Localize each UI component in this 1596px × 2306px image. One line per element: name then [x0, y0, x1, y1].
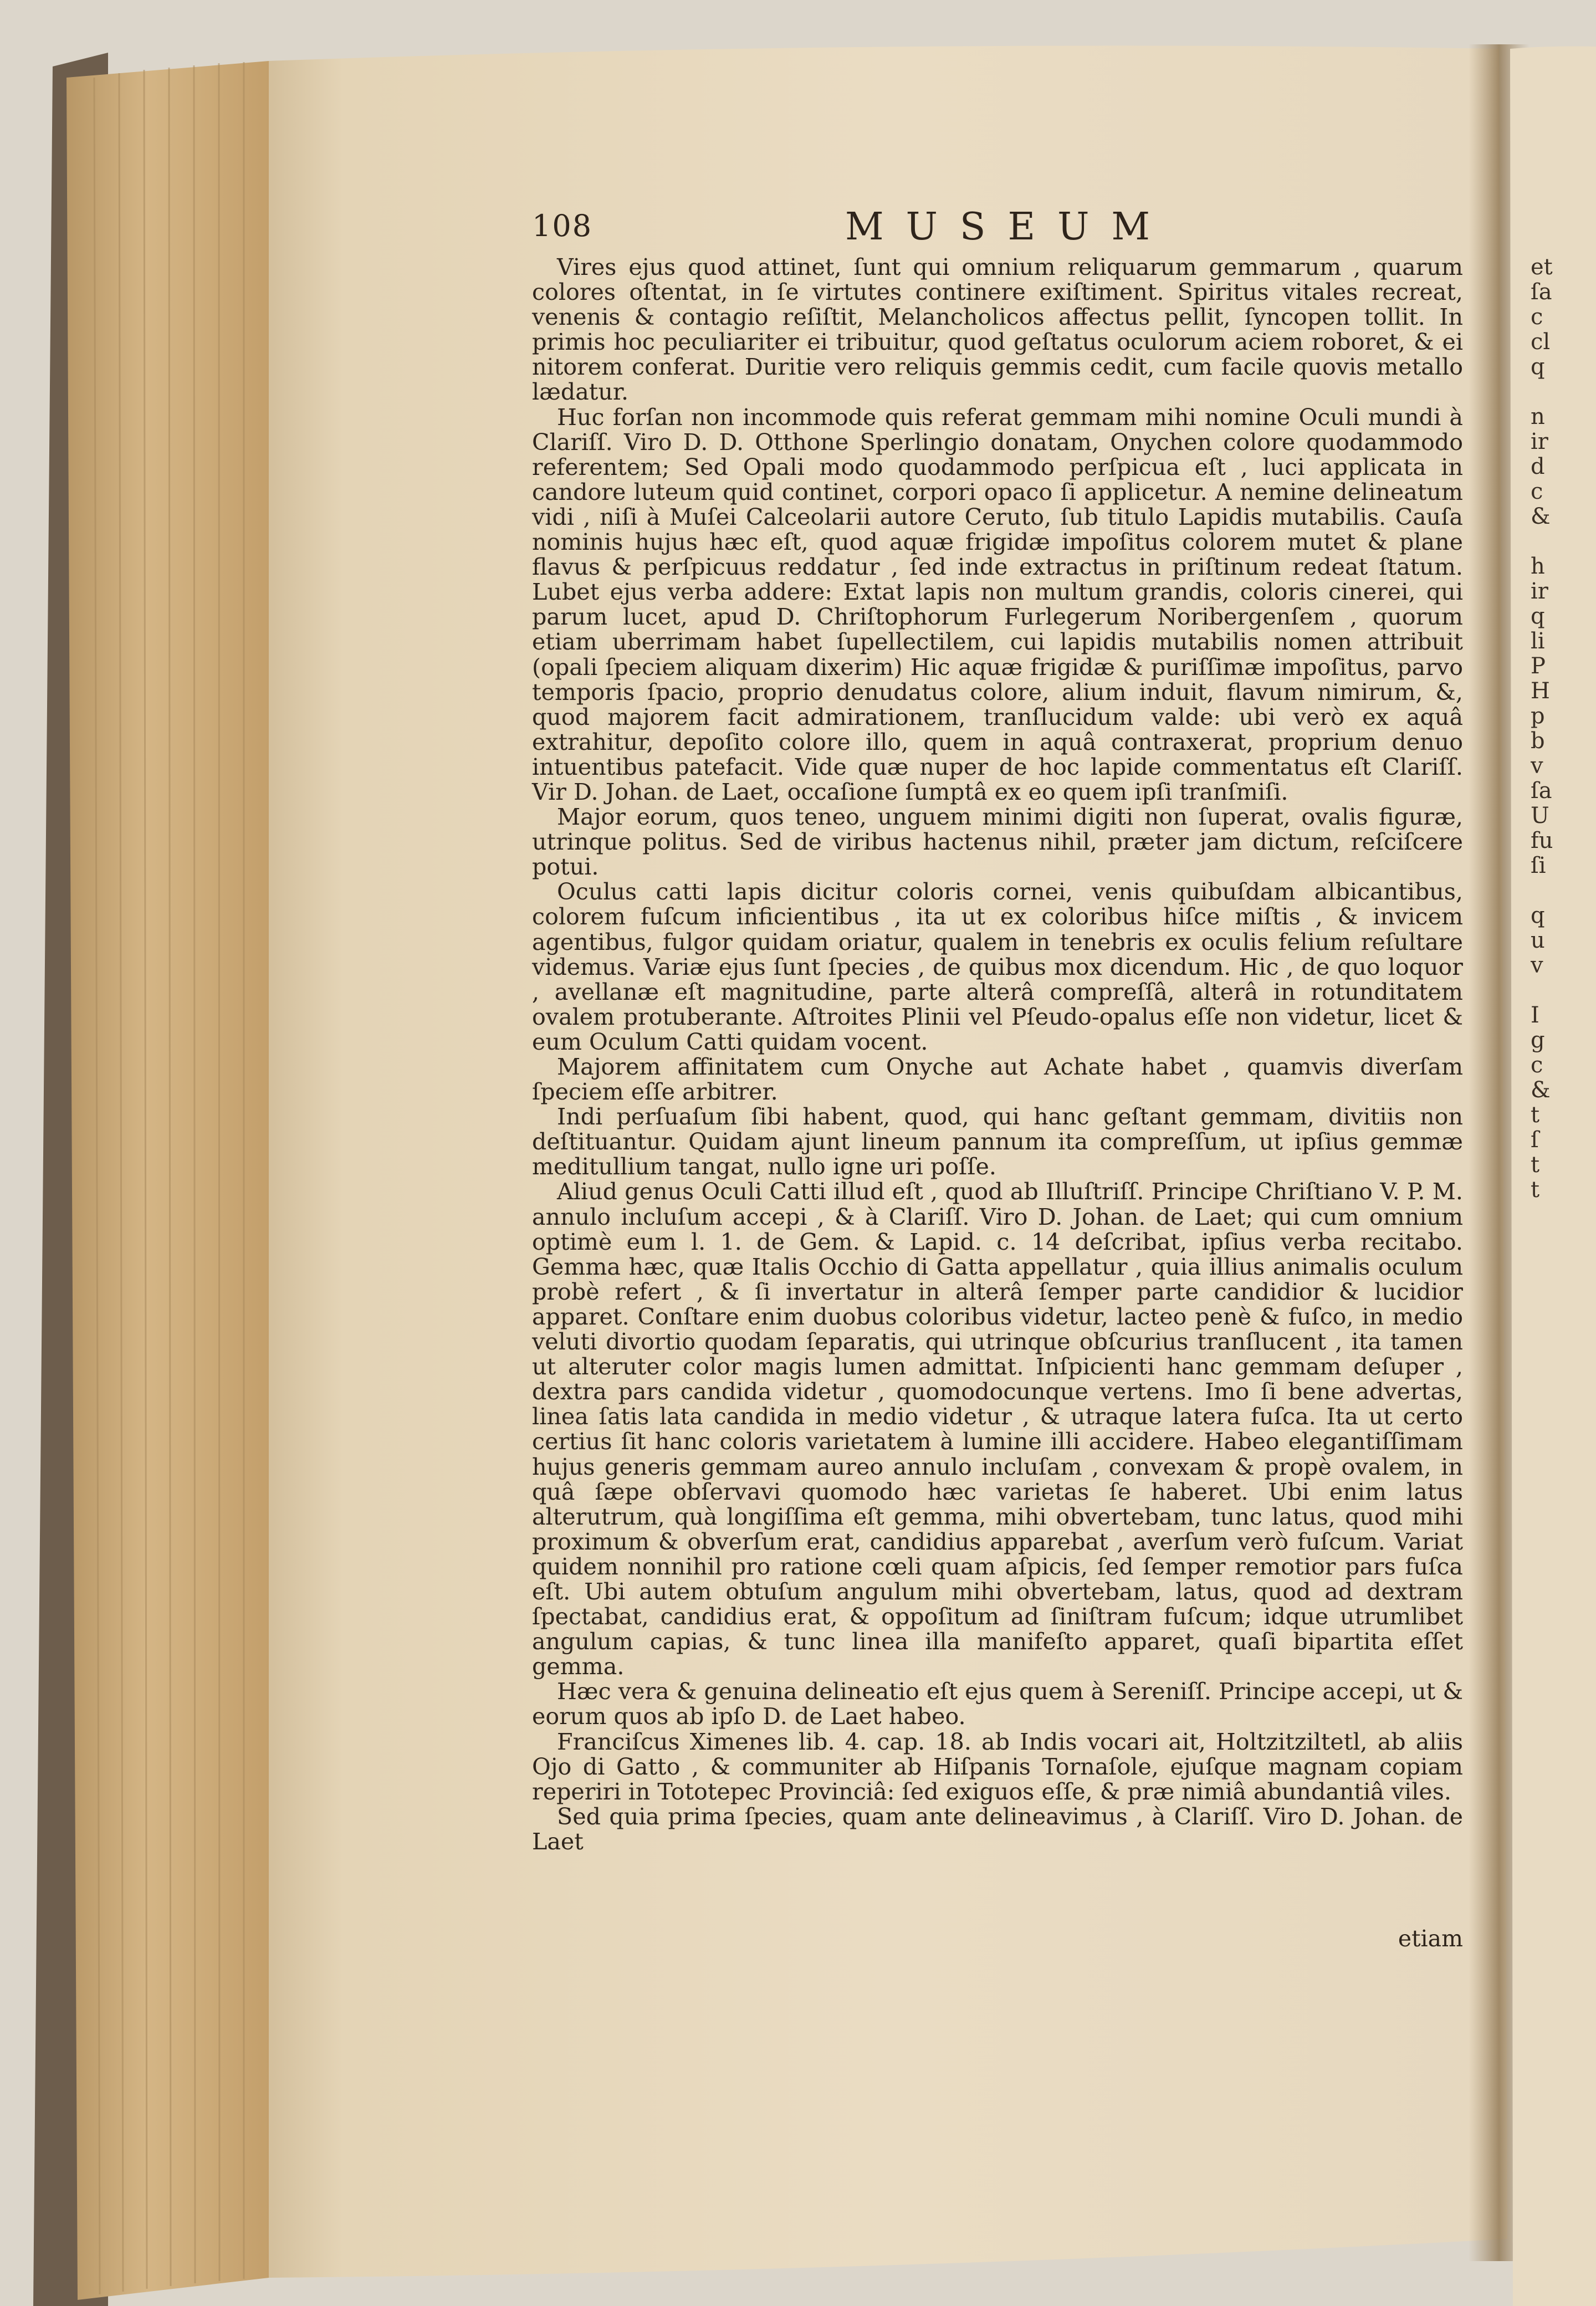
margin-fragment: c [1531, 479, 1543, 504]
margin-fragment: & [1531, 504, 1551, 529]
margin-fragment: li [1531, 629, 1545, 654]
paragraph: Oculus catti lapis dicitur coloris cornei, venis quibuſdam albicantibus, colorem fuſcum inficientibus , ita ut ex coloribus hiſce miſtis , & invicem agentibus, fulgor quidam oriatur, qualem in tenebris ex oculis felium reſultare videmus. Variæ ejus ſunt ſpecies , de quibus mox dicendum. Hic , de quo loquor , avellanæ eſt magnitudine, parte alterâ compreſſâ, alterâ in rotunditatem ovalem protuberante. Aſtroites Plinii vel Pſeudo-opalus eſſe non videtur, licet & eum Oculum Catti quidam vocent. [532, 878, 1463, 1055]
margin-fragment: ſa [1531, 779, 1552, 804]
margin-fragment: t [1531, 1153, 1540, 1178]
margin-fragment: ſa [1531, 280, 1552, 305]
margin-fragment: g [1531, 1028, 1545, 1053]
next-page-margin [1531, 255, 1596, 1203]
margin-fragment [1531, 380, 1596, 405]
margin-fragment: t [1531, 1178, 1540, 1203]
margin-fragment: c [1531, 1053, 1543, 1078]
margin-fragment: cl [1531, 330, 1551, 355]
margin-fragment [1531, 529, 1596, 554]
margin-fragment: t [1531, 1103, 1540, 1128]
margin-fragment: h [1531, 554, 1545, 579]
margin-fragment: ir [1531, 579, 1548, 604]
margin-fragment: ſi [1531, 853, 1546, 878]
margin-fragment: v [1531, 953, 1543, 978]
paragraph: Vires ejus quod attinet, ſunt qui omnium reliquarum gemmarum , quarum colores oſtentat, in ſe virtutes continere exiſtiment. Spiritus vitales recreat, venenis & contagio reſiſtit, Melancholicos affectus pellit, ſyncopen tollit. In primis hoc peculiariter ei tribuitur, quod geſtatus oculorum aciem roboret, & ei nitorem conferat. Duritie vero reliquis gemmis cedit, cum facile quovis metallo lædatur. [532, 254, 1463, 406]
body-text [532, 255, 1463, 1854]
margin-fragment: p [1531, 704, 1545, 729]
margin-fragment: v [1531, 754, 1543, 779]
margin-fragment [1531, 878, 1596, 903]
margin-fragment: q [1531, 903, 1545, 928]
paragraph: Major eorum, quos teneo, unguem minimi digiti non ſuperat, ovalis figuræ, utrinque politus. Sed de viribus hactenus nihil, præter jam dictum, reſciſcere potui. [532, 804, 1463, 881]
margin-fragment: fu [1531, 829, 1553, 853]
margin-fragment [1531, 978, 1596, 1003]
paragraph: Hæc vera & genuina delineatio eſt ejus quem à Sereniſſ. Principe accepi, ut & eorum quos ab ipſo D. de Laet habeo. [532, 1678, 1463, 1730]
running-head: MUSEUM [845, 205, 1173, 249]
margin-fragment: P [1531, 654, 1546, 679]
margin-fragment: n [1531, 405, 1545, 430]
paragraph: Franciſcus Ximenes lib. 4. cap. 18. ab Indis vocari ait, Holtzitziltetl, ab aliis Ojo di Gatto , & communiter ab Hiſpanis Tornaſole, ejuſque magnam copiam reperiri in Tototepec Provinciâ: ſed exiguos eſſe, & præ nimiâ abundantiâ viles. [532, 1728, 1463, 1805]
margin-fragment: U [1531, 804, 1549, 829]
margin-fragment: d [1531, 454, 1545, 479]
catchword: etiam [1398, 1925, 1463, 1952]
margin-fragment: ir [1531, 430, 1548, 454]
page-number: 108 [532, 208, 593, 243]
paragraph: Indi perſuaſum ſibi habent, quod, qui hanc geſtant gemmam, divitiis non deſtituantur. Quidam ajunt lineum pannum ita compreſſum, ut ipſius gemmæ meditullium tangat, nullo igne uri poſſe. [532, 1103, 1463, 1180]
paragraph: Sed quia prima ſpecies, quam ante delineavimus , à Clariſſ. Viro D. Johan. de Laet [532, 1803, 1463, 1855]
margin-fragment: ſ [1531, 1128, 1539, 1153]
margin-fragment: & [1531, 1078, 1551, 1103]
margin-fragment: c [1531, 305, 1543, 330]
margin-fragment: I [1531, 1003, 1539, 1028]
margin-fragment: u [1531, 928, 1545, 953]
margin-fragment: b [1531, 729, 1545, 754]
margin-fragment: et [1531, 255, 1553, 280]
margin-fragment: q [1531, 355, 1545, 380]
margin-fragment: q [1531, 604, 1545, 629]
paragraph: Majorem affinitatem cum Onyche aut Achate habet , quamvis diverſam ſpeciem eſſe arbitrer. [532, 1054, 1463, 1106]
paragraph: Aliud genus Oculi Catti illud eſt , quod ab Illuſtriſſ. Principe Chriſtiano V. P. M. annulo incluſum accepi , & à Clariſſ. Viro D. Johan. de Laet; qui cum omnium optimè eum l. 1. de Gem. & Lapid. c. 14 deſcribat, ipſius verba recitabo. Gemma hæc, quæ Italis Occhio di Gatta appellatur , quia illius animalis oculum probè refert , & ſi invertatur in alterâ ſemper parte candidior & lucidior apparet. Conſtare enim duobus coloribus videtur, lacteo penè & fuſco, in medio veluti divortio quodam ſeparatis, qui utrinque obſcurius tranſlucent , ita tamen ut alteruter color magis lumen admittat. Inſpicienti hanc gemmam deſuper , dextra pars candida videtur , quomodocunque vertens. Imo ſi bene advertas, linea ſatis lata candida in medio videtur , & utraque latera fuſca. Ita ut certo certius ſit hanc coloris varietatem à lumine illi accidere. Habeo elegantiſſimam hujus generis gemmam aureo annulo incluſam , convexam & propè ovalem, in quâ ſæpe obſervavi quomodo hæc varietas ſe haberet. Ubi enim latus alterutrum, quà longiſſima eſt gemma, mihi obvertebam, tunc latus, quod mihi proximum & obverſum erat, candidius apparebat , averſum verò fuſcum. Variat quidem nonnihil pro ratione cœli quam aſpicis, ſed ſemper remotior pars fuſca eſt. Ubi autem obtuſum angulum mihi obvertebam, latus, quod ad dextram ſpectabat, candidius erat, & oppoſitum ad ſiniſtram fuſcum; idque utrumlibet angulum capias, & tunc linea illa manifeſto apparet, quaſi bipartita eſſet gemma. [532, 1178, 1463, 1680]
margin-fragment: H [1531, 679, 1550, 704]
paragraph: Huc forſan non incommode quis referat gemmam mihi nomine Oculi mundi à Clariſſ. Viro D. D. Otthone Sperlingio donatam, Onychen colore quodammodo referentem; Sed Opali modo quodammodo perſpicua eſt , luci applicata in candore luteum quid continet, corpori opaco ſi applicetur. A nemine delineatum vidi , niſi à Muſei Calceolarii autore Ceruto, ſub titulo Lapidis mutabilis. Cauſa nominis hujus hæc eſt, quod aquæ frigidæ impoſitus colorem mutet & plane flavus & perſpicuus reddatur , ſed inde extractus in priſtinum redeat ſtatum. Lubet ejus verba addere: Extat lapis non multum grandis, coloris cinerei, qui parum lucet, apud D. Chriſtophorum Furlegerum Noribergenſem , quorum etiam uberrimam habet ſupellectilem, cui lapidis mutabilis nomen attribuit (opali ſpeciem aliquam dixerim) Hic aquæ frigidæ & puriſſimæ impoſitus, parvo temporis ſpacio, proprio denudatus colore, alium induit, flavum nimirum, &, quod majorem facit admirationem, tranſlucidum valde: ubi verò ex aquâ extrahitur, depoſito colore illo, quem in aquâ contraxerat, proprium denuo intuentibus patefacit. Vide quæ nuper de hoc lapide commentatus eſt Clariſſ. Vir D. Johan. de Laet, occaſione ſumptâ ex eo quem ipſi tranſmiſi. [532, 403, 1463, 805]
